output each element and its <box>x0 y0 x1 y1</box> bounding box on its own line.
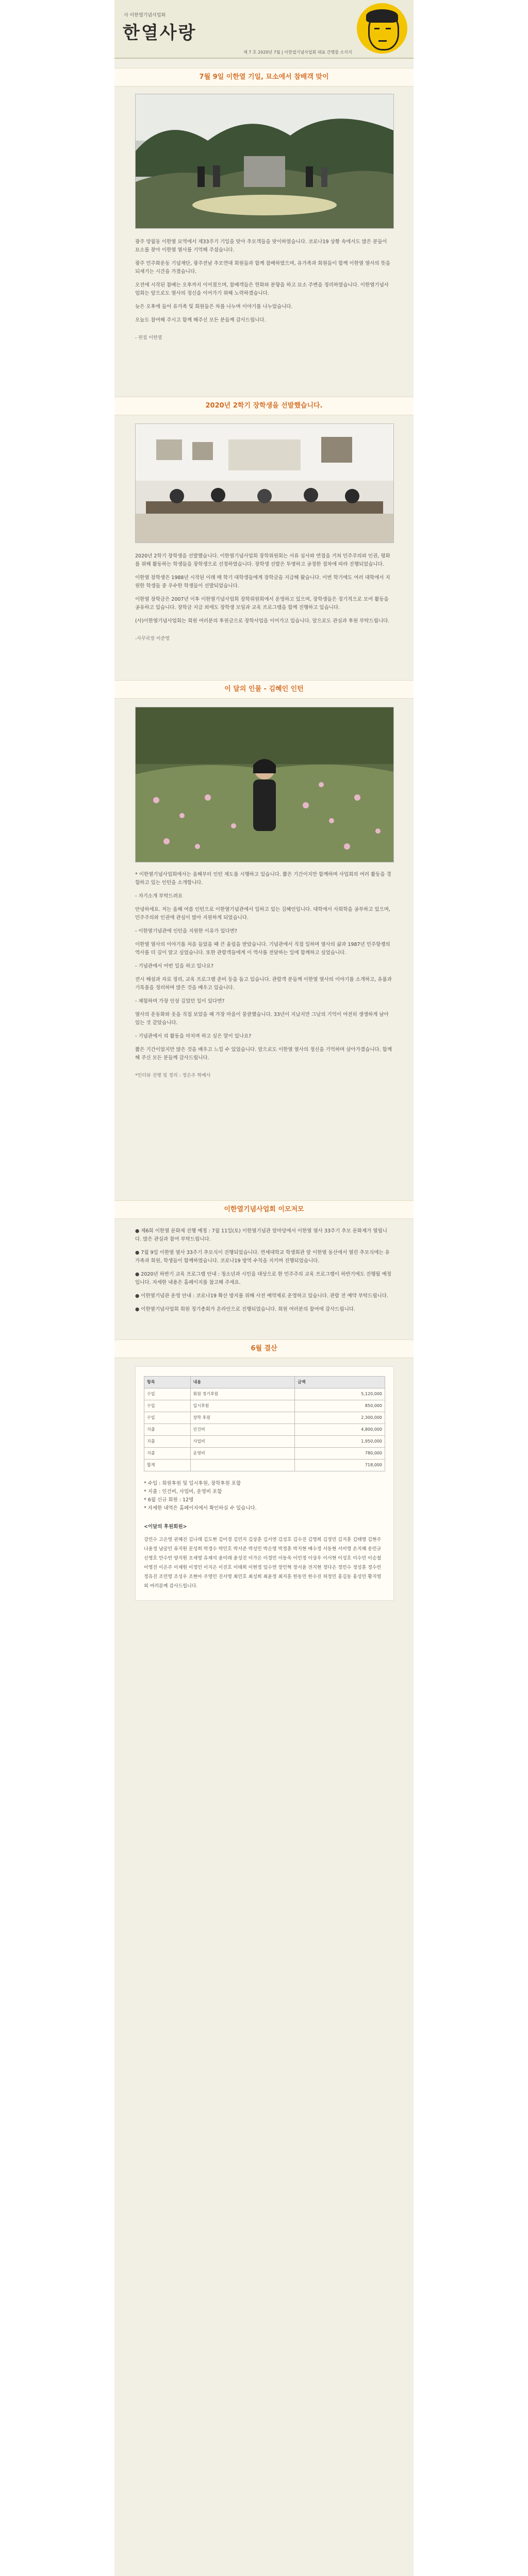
scholarship-paragraph: 2020년 2학기 장학생을 선발했습니다. 이한열기념사업회 장학위원회는 서류 심사와 면접을 거쳐 민주주의와 인권, 평화를 위해 활동하는 학생들을 장학생으로 선정하였습니다. 장학생 선발은 투명하고 공정한 절차에 따라 진행되었습니다. <box>135 553 390 567</box>
memorial-paragraph: 광주 민주화운동 기념재단, 광주전남 추모연대 회원들과 함께 참배하였으며, 유가족과 회원들이 함께 이한열 열사의 뜻을 되새기는 시간을 가졌습니다. <box>135 261 390 275</box>
finance-cell: 5,120,000 <box>295 1388 385 1400</box>
table-row <box>144 1412 385 1424</box>
section-title-scholarship: 2020년 2학기 장학생을 선발했습니다. <box>114 397 414 415</box>
finance-cell: 2,300,000 <box>295 1412 385 1424</box>
section-title-memorial: 7월 9일 이한열 기일, 묘소에서 참배객 맞이 <box>114 68 414 87</box>
eye-right <box>386 28 391 29</box>
finance-cell: 장학 후원 <box>190 1412 295 1424</box>
news-text <box>135 1227 393 1319</box>
finance-cell: 850,000 <box>295 1400 385 1412</box>
finance-inner <box>136 1367 393 1600</box>
finance-cell: 780,000 <box>295 1448 385 1460</box>
intern-question: - 자기소개 부탁드려요 <box>135 893 183 899</box>
finance-cell: 인건비 <box>190 1424 295 1436</box>
intern-paragraph: * 이한열기념사업회에서는 올해부터 인턴 제도를 시행하고 있습니다. 짧은 기간이지만 함께하며 사업회의 여러 활동을 경험하고 있는 인턴을 소개합니다. <box>135 872 391 886</box>
intern-answer: 짧은 기간이었지만 많은 것을 배우고 느낄 수 있었습니다. 앞으로도 이한열 열사의 정신을 기억하며 살아가겠습니다. 함께해 주신 모든 분들께 감사드립니다. <box>135 1047 392 1061</box>
intern-text <box>135 871 393 1085</box>
section-title-person: 이 달의 인물 - 김혜인 인턴 <box>114 680 414 699</box>
members-list: 강민수 고은영 권혜진 김나래 김도현 김미경 김민지 김상훈 김서연 김성호 김수진 김영희 김정민 김지훈 김태영 김현주 나윤정 남궁민 류지원 문성희 박경수 박민호 박서준 박성민 박은영 박정훈 박지현 배수정 서동현 서미영 손지혜 송민규 신영호 안수빈 양지원 오세영 유재석 윤미래 윤성진 이가은 이경민 이동욱 이민정 이상우 이서현 이성호 이수민 이승철 이영진 이은주 이재원 이정민 이지은 이진호 이태희 이현정 임수연 장민혁 장서윤 전지현 정다은 정민수 정성훈 정수빈 정유진 조민영 조성우 조현아 주영민 진서영 최민호 최성희 최윤정 최지훈 한동민 한수진 허정민 홍길동 홍성민 황지영 외 여러분께 감사드립니다. <box>144 1537 382 1589</box>
finance-cell: 수입 <box>144 1400 191 1412</box>
memorial-paragraph: 늦은 오후에 들어 유가족 및 회원들은 차를 나누며 이야기를 나누었습니다. <box>135 304 293 310</box>
news-item: ● 이한열기념사업회 회원 정기총회가 온라인으로 진행되었습니다. 회원 여러분의 참여에 감사드립니다. <box>135 1307 355 1312</box>
intern-photo <box>135 707 394 862</box>
finance-cell: 지출 <box>144 1448 191 1460</box>
scholarship-paragraph: 이한열 장학생은 1988년 시작된 이래 매 학기 대학생들에게 장학금을 지급해 왔습니다. 이번 학기에도 여러 대학에서 지원한 학생들 중 우수한 학생들이 선발되었습니다. <box>135 575 390 589</box>
finance-notes <box>144 1480 385 1513</box>
finance-header-row <box>144 1377 385 1388</box>
finance-cell: 수입 <box>144 1388 191 1400</box>
mouth <box>378 40 387 42</box>
finance-cell: 회원 정기후원 <box>190 1388 295 1400</box>
hair-shape <box>366 9 398 23</box>
scholarship-paragraph: 이한열 장학금은 2007년 이후 이한열기념사업회 장학위원회에서 운영하고 있으며, 장학생들은 정기적으로 모여 활동을 공유하고 있습니다. 장학금 지급 외에도 장학생 모임과 교육 프로그램을 함께 진행하고 있습니다. <box>135 597 389 611</box>
finance-cell <box>190 1460 295 1471</box>
section-title-finance: 6월 결산 <box>114 1340 414 1358</box>
eye-left <box>374 28 380 29</box>
memorial-text <box>135 238 393 347</box>
finance-cell: 일시후원 <box>190 1400 295 1412</box>
finance-cell: 지출 <box>144 1436 191 1448</box>
scholarship-paragraph: (사)이한열기념사업회는 회원 여러분의 후원금으로 장학사업을 이어가고 있습니다. 앞으로도 관심과 후원 부탁드립니다. <box>135 618 390 624</box>
news-item: ● 2020년 하반기 교육 프로그램 안내 : 청소년과 시민을 대상으로 한 민주주의 교육 프로그램이 하반기에도 진행될 예정입니다. 자세한 내용은 홈페이지를 참고해 주세요. <box>135 1272 391 1285</box>
news-item: ● 7월 9일 이한열 열사 33주기 추모식이 진행되었습니다. 연세대학교 학생회관 앞 이한열 동산에서 열린 추모식에는 유가족과 회원, 학생들이 함께하였습니다. 코로나19 방역 수칙을 지키며 진행되었습니다. <box>135 1250 390 1264</box>
section-title-news: 이한열기념사업회 이모저모 <box>114 1200 414 1219</box>
finance-cell: 수입 <box>144 1412 191 1424</box>
finance-cell: 사업비 <box>190 1436 295 1448</box>
intern-question: - 기념관에서 의 활동을 마치며 하고 싶은 말이 있나요? <box>135 1033 252 1039</box>
memorial-photo <box>135 94 394 229</box>
scholarship-author: -사무국장 이준영 <box>135 636 170 641</box>
finance-table <box>144 1376 385 1471</box>
intern-question: - 체험하며 가장 인상 깊었던 일이 있다면? <box>135 998 225 1004</box>
table-row <box>144 1400 385 1412</box>
intern-question: - 이한열기념관에 인턴을 지원한 이유가 있다면? <box>135 928 237 934</box>
portrait-illustration <box>357 3 407 54</box>
finance-cell: 718,000 <box>295 1460 385 1471</box>
finance-note: * 자세한 내역은 홈페이지에서 확인하실 수 있습니다. <box>144 1505 257 1511</box>
finance-note: * 수입 : 회원후원 및 일시후원, 장학후원 포함 <box>144 1481 241 1486</box>
finance-cell: 1,950,000 <box>295 1436 385 1448</box>
intern-answer: 안녕하세요. 저는 올해 여름 인턴으로 이한열기념관에서 일하고 있는 김혜인입니다. 대학에서 사회학을 공부하고 있으며, 민주주의와 인권에 관심이 많아 지원하게 되었습니다. <box>135 907 390 921</box>
table-row <box>144 1460 385 1471</box>
table-row <box>144 1388 385 1400</box>
finance-header-cell: 항목 <box>144 1377 191 1388</box>
table-row <box>144 1436 385 1448</box>
news-item: ● 제6회 이한열 문화제 진행 예정 : 7월 11일(토) 이한열기념관 앞마당에서 이한열 열사 33주기 추모 문화제가 열립니다. 많은 관심과 참여 부탁드립니다. <box>135 1228 387 1242</box>
intern-answer: 전시 해설과 자료 정리, 교육 프로그램 준비 등을 돕고 있습니다. 관람객 분들께 이한열 열사의 이야기를 소개하고, 유품과 기록물을 정리하며 많은 것을 배우고 있습니다. <box>135 977 392 991</box>
memorial-paragraph: 광주 망월동 이한열 묘역에서 제33주기 기일을 맞아 추모객들을 맞이하였습니다. 코로나19 상황 속에서도 많은 분들이 묘소를 찾아 이한열 열사를 기억해 주셨습니다. <box>135 239 387 253</box>
memorial-paragraph: 오늘도 참여해 주시고 함께 해주신 모든 분들께 감사드립니다. <box>135 317 266 323</box>
members-title: <이달의 후원회원> <box>144 1524 187 1530</box>
memorial-author: - 편집 이한열 <box>135 335 162 341</box>
newsletter-page <box>114 0 414 2576</box>
memorial-paragraph: 오전에 시작된 참배는 오후까지 이어졌으며, 참배객들은 헌화와 분향을 하고 묘소 주변을 정리하였습니다. 이한열기념사업회는 앞으로도 열사의 정신을 이어가기 위해 노력하겠습니다. <box>135 282 389 296</box>
scholarship-text <box>135 552 393 648</box>
issue-info: 제 7 호 2020년 7월 | 이한열기념사업회 대표 간행물 소식지 <box>243 50 352 55</box>
finance-note: * 6월 신규 회원 : 12명 <box>144 1497 194 1503</box>
intern-answer: 이한열 열사의 이야기를 처음 들었을 때 큰 울림을 받았습니다. 기념관에서 직접 일하며 열사의 삶과 1987년 민주항쟁의 역사를 더 깊이 알고 싶었습니다. 또한 관람객들에게 이 역사를 전달하는 일에 함께하고 싶었습니다. <box>135 942 390 956</box>
finance-cell: 4,800,000 <box>295 1424 385 1436</box>
finance-header-cell: 금액 <box>295 1377 385 1388</box>
newsletter-header <box>114 0 414 59</box>
intern-question: - 기념관에서 어떤 일을 하고 있나요? <box>135 963 214 969</box>
finance-cell: 합계 <box>144 1460 191 1471</box>
intern-interviewer: *인터뷰 진행 및 정리 : 정은주 학예사 <box>135 1073 211 1078</box>
org-small-label: 사 이한열기념사업회 <box>124 13 166 18</box>
intern-answer: 열사의 운동화와 옷을 직접 보았을 때 가장 마음이 뭉클했습니다. 33년이 지났지만 그날의 기억이 여전히 생생하게 남아 있는 것 같았습니다. <box>135 1012 389 1026</box>
finance-note: * 지출 : 인건비, 사업비, 운영비 포함 <box>144 1489 222 1495</box>
finance-cell: 운영비 <box>190 1448 295 1460</box>
news-item: ● 이한열기념관 운영 안내 : 코로나19 확산 방지를 위해 사전 예약제로 운영하고 있습니다. 관람 전 예약 부탁드립니다. <box>135 1293 388 1299</box>
finance-cell: 지출 <box>144 1424 191 1436</box>
finance-header-cell: 내용 <box>190 1377 295 1388</box>
table-row <box>144 1448 385 1460</box>
table-row <box>144 1424 385 1436</box>
scholarship-photo <box>135 423 394 543</box>
finance-box <box>135 1366 394 1601</box>
newsletter-title: 한열사랑 <box>123 23 197 43</box>
